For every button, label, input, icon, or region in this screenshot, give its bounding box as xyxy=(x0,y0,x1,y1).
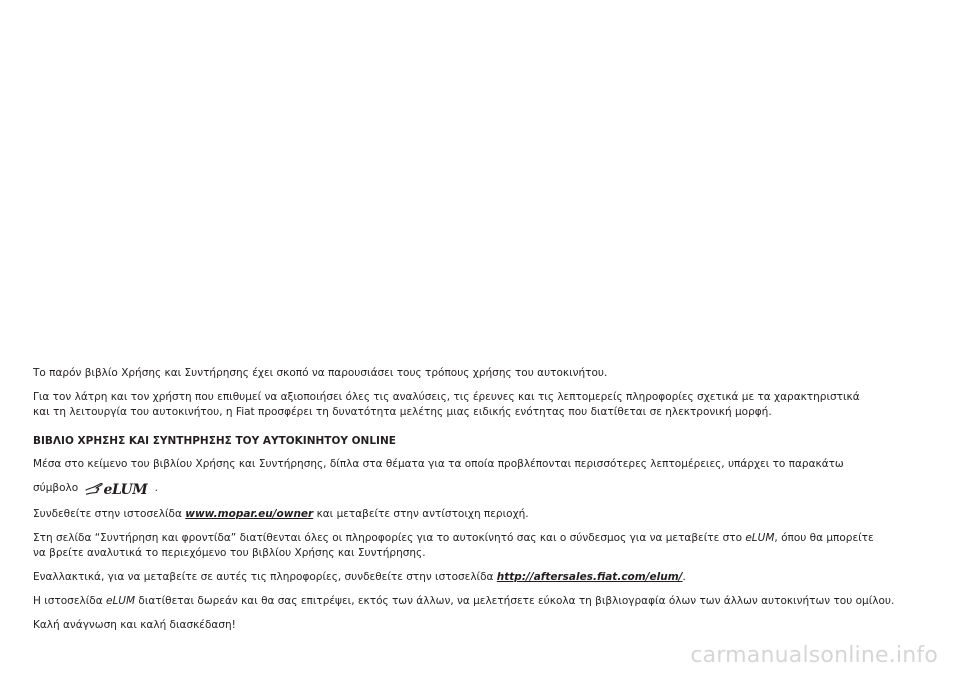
manual-intro-text xyxy=(33,366,933,642)
elum-symbol-text: eLUM xyxy=(103,482,148,498)
mopar-paragraph xyxy=(33,507,933,522)
aftersales-paragraph xyxy=(33,570,933,585)
symbol-paragraph xyxy=(33,457,933,472)
symbol-line xyxy=(33,478,933,500)
closing-paragraph xyxy=(33,618,933,633)
heading-text: ΒΙΒΛΙΟ ΧΡΗΣΗΣ ΚΑΙ ΣΥΝΤΗΡΗΣΗΣ ΤΟΥ ΑΥΤΟΚΙΝΗΤΟΥ ONLINE xyxy=(33,435,396,447)
maintenance-text-line2: να βρείτε αναλυτικά το περιεχόμενο του βιβλίου Χρήσης και Συντήρησης. xyxy=(33,547,426,559)
symbol-text-line1: Μέσα στο κείμενο του βιβλίου Χρήσης και Συντήρησης, δίπλα στα θέματα για τα οποία προβλέπονται περισσότερες λεπτομέρειες, υπάρχει το παρακάτω xyxy=(33,458,844,470)
elum-inline-text: eLUM xyxy=(745,532,775,544)
aftersales-suffix: . xyxy=(682,571,686,583)
intro-text: Το παρόν βιβλίο Χρήσης και Συντήρησης έχει σκοπό να παρουσιάσει τους τρόπους χρήσης του αυτοκινήτου. xyxy=(33,367,608,379)
maintenance-prefix: Στη σελίδα “Συντήρηση και φροντίδα” διατίθενται όλες οι πληροφορίες για το αυτοκίνητό σας και ο σύνδεσμος για να μεταβείτε στο xyxy=(33,532,742,544)
elum-free-suffix: διατίθεται δωρεάν και θα σας επιτρέψει, εκτός των άλλων, να μελετήσετε εύκολα τη βιβλιογραφία όλων των άλλων αυτοκινήτων του ομίλου. xyxy=(138,595,895,607)
elum-free-paragraph xyxy=(33,594,933,609)
intro-paragraph xyxy=(33,366,933,381)
enthusiast-paragraph xyxy=(33,390,933,420)
mopar-owner-link[interactable]: www.mopar.eu/owner xyxy=(185,508,314,520)
mopar-prefix: Συνδεθείτε στην ιστοσελίδα xyxy=(33,508,182,520)
aftersales-prefix: Εναλλακτικά, για να μεταβείτε σε αυτές τις πληροφορίες, συνδεθείτε στην ιστοσελίδα xyxy=(33,571,494,583)
aftersales-elum-link[interactable]: http://aftersales.fiat.com/elum/ xyxy=(496,571,683,583)
closing-text: Καλή ανάγνωση και καλή διασκέδαση! xyxy=(33,619,236,631)
maintenance-paragraph xyxy=(33,531,933,561)
maintenance-suffix: , όπου θα μπορείτε xyxy=(774,532,874,544)
mopar-suffix: και μεταβείτε στην αντίστοιχη περιοχή. xyxy=(316,508,529,520)
elum-free-prefix: Η ιστοσελίδα xyxy=(33,595,103,607)
pointing-hand-icon xyxy=(85,482,103,496)
elum-symbol xyxy=(85,480,148,500)
online-manual-heading xyxy=(33,434,933,449)
enthusiast-text-line2: και τη λειτουργία του αυτοκινήτου, η Fiat προσφέρει τη δυνατότητα μελέτης μιας ειδικής ενότητας που διατίθεται σε ηλεκτρονική μορφή. xyxy=(33,406,772,418)
elum-inline-text: eLUM xyxy=(105,595,136,607)
symbol-prefix: σύμβολο xyxy=(33,482,79,494)
enthusiast-text-line1: Για τον λάτρη και τον χρήστη που επιθυμεί να αξιοποιήσει όλες τις αναλύσεις, τις έρευνες και τις λεπτομερείς πληροφορίες σχετικά με τα χαρακτηριστικά xyxy=(33,391,860,403)
watermark: carmanualsonline.info xyxy=(690,643,938,668)
symbol-suffix: . xyxy=(154,482,158,494)
